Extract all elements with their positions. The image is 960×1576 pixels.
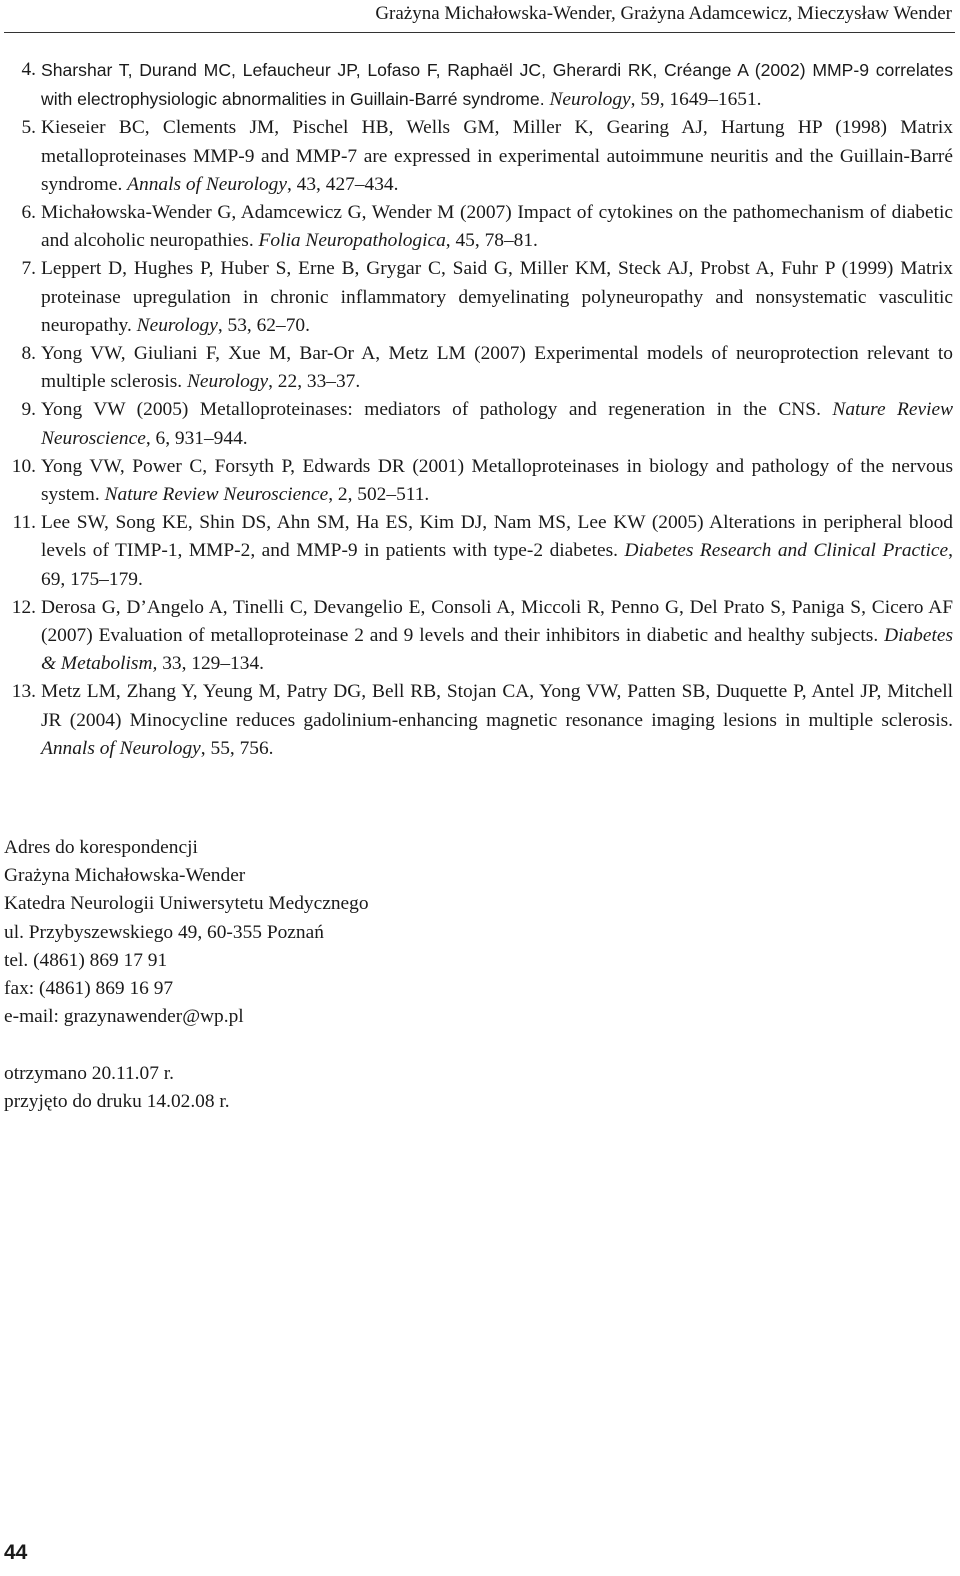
reference-journal: Nature Review Neuroscience <box>104 484 329 506</box>
reference-item <box>0 453 953 509</box>
reference-volume-pages: , 6, 931–944. <box>145 427 248 449</box>
reference-citation: Yong VW (2005) Metalloproteinases: mediators of pathology and regeneration in the CNS. <box>41 399 833 421</box>
reference-item <box>0 199 953 255</box>
reference-citation: Leppert D, Hughes P, Huber S, Erne B, Grygar C, Said G, Miller KM, Steck AJ, Probst A, Fuhr P (1999) Matrix proteinase upregulation in chronic inflammatory demyelinating polyneuropathy and nonsystematic vasculitic neuropathy. <box>41 258 953 336</box>
reference-journal: Neurology <box>136 314 218 336</box>
correspondence-heading: Adres do korespondencji <box>4 837 198 858</box>
correspondence-street: ul. Przybyszewskiego 49, 60-355 Poznań <box>4 921 324 943</box>
reference-journal: Diabetes Research and Clinical Practice <box>624 540 949 562</box>
reference-item <box>0 56 953 114</box>
reference-citation: Michałowska-Wender G, Adamcewicz G, Wender M (2007) Impact of cytokines on the pathomechanism of diabetic and alcoholic neuropathies. <box>41 202 953 252</box>
reference-volume-pages: , 55, 756. <box>200 737 274 759</box>
correspondence-name: Grażyna Michałowska-Wender <box>4 865 246 887</box>
reference-journal: Neurology <box>549 89 631 111</box>
reference-citation: Lee SW, Song KE, Shin DS, Ahn SM, Ha ES, Kim DJ, Nam MS, Lee KW (2005) Alterations in peripheral blood levels of TIMP-1, MMP-2, and MMP-9 in patients with type-2 diabetes. <box>41 512 953 562</box>
reference-number: 6. <box>21 202 36 224</box>
reference-volume-pages: , 22, 33–37. <box>268 371 361 393</box>
reference-citation: Yong VW, Giuliani F, Xue M, Bar-Or A, Metz LM (2007) Experimental models of neuroprotection relevant to multiple sclerosis. <box>41 343 953 393</box>
reference-number: 7. <box>21 258 36 280</box>
header-rule <box>4 32 955 33</box>
reference-citation: Derosa G, D’Angelo A, Tinelli C, Devangelio E, Consoli A, Miccoli R, Penno G, Del Prato S, Paniga S, Cicero AF (2007) Evaluation of metalloproteinase 2 and 9 levels and their inhibitors in diabetic and healthy subjects. <box>41 596 953 647</box>
running-head-authors: Grażyna Michałowska-Wender, Grażyna Adamcewicz, Mieczysław Wender <box>375 3 952 24</box>
reference-volume-pages: , 59, 1649–1651. <box>630 89 762 111</box>
reference-volume-pages: 33, 129–134. <box>157 653 264 675</box>
reference-number: 10. <box>11 455 36 477</box>
reference-item <box>0 594 953 679</box>
reference-item <box>0 678 953 763</box>
correspondence-institution: Katedra Neurologii Uniwersytetu Medycznego <box>4 893 369 915</box>
correspondence-phone: tel. (4861) 869 17 91 <box>4 949 168 971</box>
reference-item <box>0 509 953 594</box>
reference-citation: Metz LM, Zhang Y, Yeung M, Patry DG, Bell RB, Stojan CA, Yong VW, Patten SB, Duquette P, Antel JP, Mitchell JR (2004) Minocycline reduces gadolinium-enhancing magnetic resonance imaging lesions in multiple sclerosis. <box>41 681 953 731</box>
reference-number: 4. <box>21 59 36 80</box>
reference-number: 9. <box>21 399 36 421</box>
reference-list <box>0 56 953 763</box>
reference-journal: Folia Neuropathologica <box>258 230 446 252</box>
reference-journal: Annals of Neurology <box>41 737 201 759</box>
correspondence-email: e-mail: grazynawender@wp.pl <box>4 1006 244 1028</box>
reference-citation: Sharshar T, Durand MC, Lefaucheur JP, Lofaso F, Raphaël JC, Gherardi RK, Créange A (2002) MMP-9 correlates with electrophysiologic abnormalities in Guillain-Barré syndrome. <box>41 60 953 110</box>
article-dates <box>4 1060 230 1116</box>
reference-number: 5. <box>21 117 36 139</box>
reference-number: 11. <box>12 512 36 534</box>
reference-citation: Yong VW, Power C, Forsyth P, Edwards DR (2001) Metalloproteinases in biology and pathology of the nervous system. <box>41 455 953 506</box>
reference-number: 8. <box>21 343 36 365</box>
reference-volume-pages: , 2, 502–511. <box>328 484 430 506</box>
reference-journal: Diabetes & Metabolism, <box>41 625 953 675</box>
reference-item <box>0 340 953 396</box>
date-received: otrzymano 20.11.07 r. <box>4 1063 174 1084</box>
date-accepted: przyjęto do druku 14.02.08 r. <box>4 1091 230 1113</box>
reference-volume-pages: , 43, 427–434. <box>286 173 399 195</box>
page-number: 44 <box>4 1541 28 1564</box>
reference-volume-pages: , 53, 62–70. <box>217 314 310 336</box>
reference-journal: Annals of Neurology <box>127 173 287 195</box>
reference-item <box>0 255 953 340</box>
correspondence-address <box>4 834 369 1031</box>
reference-citation: Kieseier BC, Clements JM, Pischel HB, Wells GM, Miller K, Gearing AJ, Hartung HP (1998) Matrix metalloproteinases MMP-9 and MMP-7 are expressed in experimental autoimmune neuritis and the Guillain-Barré syndrome. <box>41 117 953 195</box>
reference-number: 12. <box>11 596 36 618</box>
reference-item <box>0 114 953 199</box>
reference-item <box>0 396 953 452</box>
reference-volume-pages: , 69, 175–179. <box>41 540 953 590</box>
reference-journal: Neurology <box>186 371 269 393</box>
reference-volume-pages: , 45, 78–81. <box>445 230 538 252</box>
reference-number: 13. <box>11 681 36 703</box>
correspondence-fax: fax: (4861) 869 16 97 <box>4 978 174 1000</box>
reference-journal: Nature Review Neuroscience <box>41 399 954 449</box>
